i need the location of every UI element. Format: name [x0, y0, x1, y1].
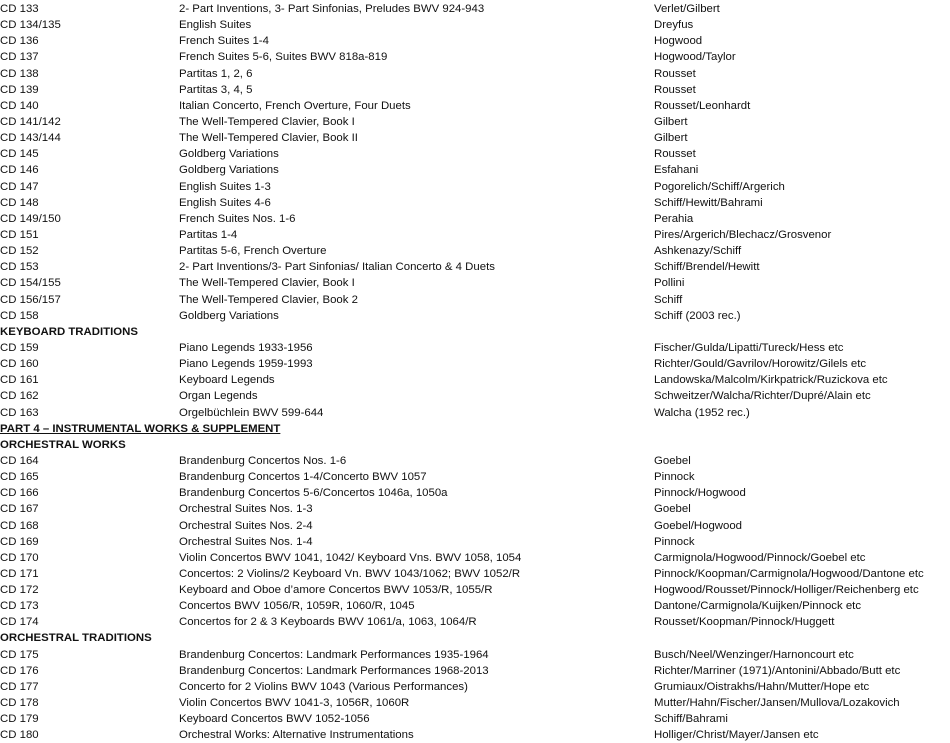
performers: Pinnock [654, 535, 695, 548]
cd-number: CD 156/157 [0, 293, 61, 306]
work-title: The Well-Tempered Clavier, Book II [179, 132, 358, 145]
cd-row [0, 469, 950, 485]
cd-row [0, 356, 950, 372]
performers: Landowska/Malcolm/Kirkpatrick/Ruzickova etc [654, 374, 888, 387]
cd-number: CD 167 [0, 503, 39, 516]
cd-number: CD 154/155 [0, 277, 61, 290]
performers: Verlet/Gilbert [654, 3, 720, 15]
cd-row [0, 162, 950, 178]
work-title: Brandenburg Concertos: Landmark Performances 1968-2013 [179, 664, 489, 677]
cd-row [0, 582, 950, 598]
cd-number: CD 176 [0, 664, 39, 677]
performers: Pinnock/Hogwood [654, 487, 746, 500]
cd-number: CD 151 [0, 228, 39, 241]
cd-number: CD 143/144 [0, 132, 61, 145]
performers: Pinnock [654, 471, 695, 484]
cd-number: CD 161 [0, 374, 39, 387]
performers: Goebel [654, 503, 691, 516]
cd-number: CD 179 [0, 713, 39, 726]
performers: Rousset/Koopman/Pinnock/Huggett [654, 616, 835, 629]
work-title: English Suites 1-3 [179, 180, 271, 193]
work-title: French Suites 5-6, Suites BWV 818a-819 [179, 51, 388, 64]
work-title: English Suites [179, 19, 252, 32]
cd-row [0, 292, 950, 308]
performers: Schiff [654, 293, 683, 306]
cd-number: CD 162 [0, 390, 39, 403]
work-title: French Suites Nos. 1-6 [179, 212, 296, 225]
cd-number: CD 139 [0, 83, 39, 96]
cd-row [0, 227, 950, 243]
cd-row [0, 711, 950, 727]
work-title: Brandenburg Concertos 1-4/Concerto BWV 1057 [179, 471, 427, 484]
work-title: Orchestral Works: Alternative Instrumentations [179, 729, 414, 742]
cd-number: CD 180 [0, 729, 39, 742]
cd-number: CD 138 [0, 67, 39, 80]
cd-row [0, 453, 950, 469]
performers: Pollini [654, 277, 685, 290]
cd-number: CD 172 [0, 584, 39, 597]
work-title: 2- Part Inventions/3- Part Sinfonias/ Italian Concerto & 4 Duets [179, 261, 495, 274]
cd-row [0, 179, 950, 195]
cd-row [0, 550, 950, 566]
work-title: Brandenburg Concertos: Landmark Performances 1935-1964 [179, 648, 489, 661]
cd-number: CD 149/150 [0, 212, 61, 225]
performers: Dantone/Carmignola/Kuijken/Pinnock etc [654, 600, 862, 613]
work-title: Italian Concerto, French Overture, Four Duets [179, 99, 411, 112]
cd-number: CD 147 [0, 180, 39, 193]
cd-number: CD 168 [0, 519, 39, 532]
performers: Rousset/Leonhardt [654, 99, 751, 112]
cd-number: CD 133 [0, 3, 39, 15]
performers: Schiff/Bahrami [654, 713, 728, 726]
performers: Hogwood/Rousset/Pinnock/Holliger/Reichenberg etc [654, 584, 919, 597]
cd-number: CD 152 [0, 245, 39, 258]
work-title: Partitas 3, 4, 5 [179, 83, 253, 96]
cd-row [0, 614, 950, 630]
work-title: Concertos: 2 Violins/2 Keyboard Vn. BWV 1043/1062; BWV 1052/R [179, 567, 521, 580]
cd-row [0, 727, 950, 743]
performers: Pinnock/Koopman/Carmignola/Hogwood/Dantone etc [654, 567, 924, 580]
work-title: Concertos for 2 & 3 Keyboards BWV 1061/a, 1063, 1064/R [179, 616, 477, 629]
work-title: Brandenburg Concertos Nos. 1-6 [179, 454, 347, 467]
work-title: English Suites 4-6 [179, 196, 271, 209]
work-title: 2- Part Inventions, 3- Part Sinfonias, Preludes BWV 924-943 [179, 3, 485, 15]
cd-number: CD 136 [0, 35, 39, 48]
cd-number: CD 141/142 [0, 115, 61, 128]
performers: Fischer/Gulda/Lipatti/Tureck/Hess etc [654, 341, 844, 354]
cd-row [0, 66, 950, 82]
performers: Pires/Argerich/Blechacz/Grosvenor [654, 228, 832, 241]
work-title: Orchestral Suites Nos. 1-3 [179, 503, 313, 516]
work-title: Orchestral Suites Nos. 2-4 [179, 519, 313, 532]
cd-row [0, 33, 950, 49]
section-heading-row [0, 437, 950, 453]
work-title: Goldberg Variations [179, 148, 279, 161]
cd-row [0, 518, 950, 534]
cd-number: CD 158 [0, 309, 39, 322]
cd-number: CD 175 [0, 648, 39, 661]
cd-number: CD 171 [0, 567, 39, 580]
cd-row [0, 485, 950, 501]
section-heading-row [0, 630, 950, 646]
cd-number: CD 140 [0, 99, 39, 112]
performers: Hogwood/Taylor [654, 51, 736, 64]
cd-row [0, 98, 950, 114]
performers: Walcha (1952 rec.) [654, 406, 750, 419]
performers: Holliger/Christ/Mayer/Jansen etc [654, 729, 819, 742]
cd-number: CD 169 [0, 535, 39, 548]
cd-number: CD 165 [0, 471, 39, 484]
cd-row [0, 259, 950, 275]
cd-number: CD 163 [0, 406, 39, 419]
work-title: The Well-Tempered Clavier, Book 2 [179, 293, 358, 306]
work-title: Keyboard Legends [179, 374, 275, 387]
performers: Gilbert [654, 115, 688, 128]
performers: Dreyfus [654, 19, 694, 32]
cd-number: CD 148 [0, 196, 39, 209]
cd-row [0, 340, 950, 356]
cd-row [0, 1, 950, 17]
performers: Perahia [654, 212, 694, 225]
work-title: Keyboard Concertos BWV 1052-1056 [179, 713, 370, 726]
work-title: Goldberg Variations [179, 164, 279, 177]
work-title: Partitas 5-6, French Overture [179, 245, 327, 258]
performers: Mutter/Hahn/Fischer/Jansen/Mullova/Lozakovich [654, 697, 900, 710]
performers: Schiff/Hewitt/Bahrami [654, 196, 763, 209]
work-title: Partitas 1, 2, 6 [179, 67, 253, 80]
work-title: Organ Legends [179, 390, 258, 403]
cd-row [0, 372, 950, 388]
performers: Esfahani [654, 164, 699, 177]
section-heading: ORCHESTRAL TRADITIONS [0, 632, 152, 645]
cd-row [0, 566, 950, 582]
cd-row [0, 195, 950, 211]
performers: Ashkenazy/Schiff [654, 245, 742, 258]
work-title: Keyboard and Oboe d’amore Concertos BWV 1053/R, 1055/R [179, 584, 493, 597]
cd-row [0, 598, 950, 614]
performers: Rousset [654, 67, 696, 80]
cd-row [0, 17, 950, 33]
work-title: The Well-Tempered Clavier, Book I [179, 115, 355, 128]
section-heading-row [0, 324, 950, 340]
work-title: Concertos BWV 1056/R, 1059R, 1060/R, 1045 [179, 600, 415, 613]
cd-row [0, 534, 950, 550]
cd-row [0, 308, 950, 324]
performers: Schiff (2003 rec.) [654, 309, 741, 322]
cd-number: CD 137 [0, 51, 39, 64]
cd-row [0, 146, 950, 162]
cd-number: CD 170 [0, 551, 39, 564]
cd-row [0, 405, 950, 421]
cd-number: CD 177 [0, 680, 39, 693]
part-heading: PART 4 – INSTRUMENTAL WORKS & SUPPLEMENT [0, 422, 281, 435]
performers: Hogwood [654, 35, 703, 48]
cd-row [0, 695, 950, 711]
performers: Gilbert [654, 132, 688, 145]
performers: Goebel [654, 454, 691, 467]
cd-row [0, 663, 950, 679]
cd-row [0, 388, 950, 404]
cd-number: CD 146 [0, 164, 39, 177]
cd-row [0, 243, 950, 259]
cd-number: CD 174 [0, 616, 39, 629]
section-heading: ORCHESTRAL WORKS [0, 438, 126, 451]
cd-number: CD 164 [0, 454, 39, 467]
work-title: The Well-Tempered Clavier, Book I [179, 277, 355, 290]
work-title: Goldberg Variations [179, 309, 279, 322]
work-title: Violin Concertos BWV 1041-3, 1056R, 1060R [179, 697, 410, 710]
performers: Carmignola/Hogwood/Pinnock/Goebel etc [654, 551, 866, 564]
performers: Richter/Gould/Gavrilov/Horowitz/Gilels etc [654, 358, 867, 371]
cd-number: CD 178 [0, 697, 39, 710]
cd-row [0, 211, 950, 227]
performers: Pogorelich/Schiff/Argerich [654, 180, 785, 193]
performers: Grumiaux/Oistrakhs/Hahn/Mutter/Hope etc [654, 680, 870, 693]
work-title: Piano Legends 1959-1993 [179, 358, 313, 371]
performers: Schweitzer/Walcha/Richter/Dupré/Alain etc [654, 390, 871, 403]
performers: Busch/Neel/Wenzinger/Harnoncourt etc [654, 648, 854, 661]
part-heading-row [0, 421, 950, 437]
cd-row [0, 679, 950, 695]
cd-number: CD 134/135 [0, 19, 61, 32]
cd-row [0, 501, 950, 517]
performers: Rousset [654, 83, 696, 96]
cd-number: CD 166 [0, 487, 39, 500]
work-title: Orchestral Suites Nos. 1-4 [179, 535, 313, 548]
cd-number: CD 160 [0, 358, 39, 371]
cd-number: CD 159 [0, 341, 39, 354]
cd-row [0, 82, 950, 98]
work-title: Concerto for 2 Violins BWV 1043 (Various Performances) [179, 680, 468, 693]
cd-row [0, 49, 950, 65]
work-title: Violin Concertos BWV 1041, 1042/ Keyboard Vns. BWV 1058, 1054 [179, 551, 522, 564]
performers: Schiff/Brendel/Hewitt [654, 261, 760, 274]
performers: Goebel/Hogwood [654, 519, 743, 532]
cd-row [0, 647, 950, 663]
work-title: Brandenburg Concertos 5-6/Concertos 1046a, 1050a [179, 487, 448, 500]
cd-number: CD 173 [0, 600, 39, 613]
section-heading: KEYBOARD TRADITIONS [0, 325, 138, 338]
performers: Richter/Marriner (1971)/Antonini/Abbado/Butt etc [654, 664, 901, 677]
work-title: French Suites 1-4 [179, 35, 269, 48]
cd-row [0, 114, 950, 130]
work-title: Partitas 1-4 [179, 228, 238, 241]
cd-row [0, 275, 950, 291]
work-title: Orgelbüchlein BWV 599-644 [179, 406, 324, 419]
cd-number: CD 153 [0, 261, 39, 274]
work-title: Piano Legends 1933-1956 [179, 341, 313, 354]
performers: Rousset [654, 148, 696, 161]
cd-number: CD 145 [0, 148, 39, 161]
cd-row [0, 130, 950, 146]
